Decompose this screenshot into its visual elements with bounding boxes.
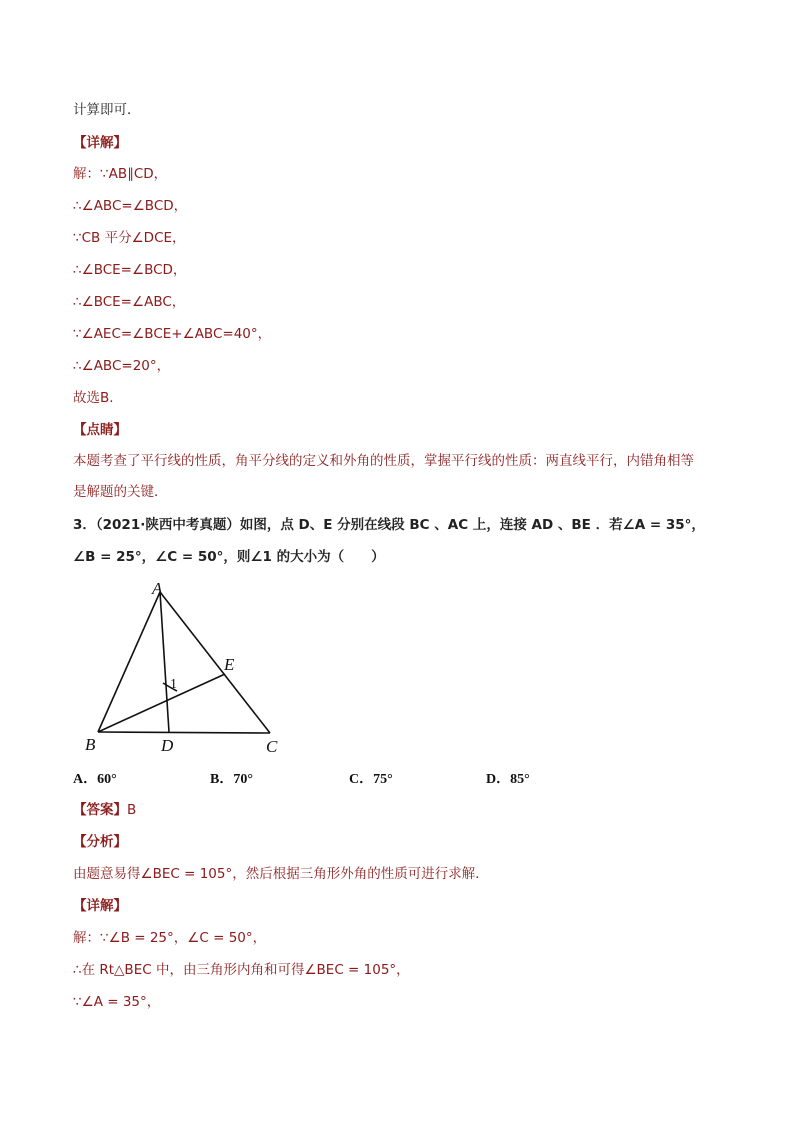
segment-be bbox=[98, 674, 225, 732]
solution-step: 解：∵AB∥CD， bbox=[73, 166, 168, 182]
answer-value: B bbox=[127, 802, 137, 818]
solution-step: 解：∵∠B = 25°，∠C = 50°， bbox=[73, 930, 267, 946]
solution-step: ∴∠BCE=∠ABC， bbox=[73, 294, 186, 310]
label-e: E bbox=[224, 655, 235, 674]
solution-step: ∴∠ABC=20°， bbox=[73, 358, 171, 374]
solution-step: ∴∠BCE=∠BCD， bbox=[73, 262, 187, 278]
analysis-text: 由题意易得∠BEC = 105°，然后根据三角形外角的性质可进行求解． bbox=[73, 866, 489, 882]
solution-step: ∴在 Rt△BEC 中，由三角形内角和可得∠BEC = 105°， bbox=[73, 962, 410, 978]
solution-step: ∵∠AEC=∠BCE+∠ABC=40°， bbox=[73, 326, 272, 342]
answer-heading: 【答案】 bbox=[73, 802, 127, 818]
label-b: B bbox=[85, 735, 96, 754]
option-b: B．70° bbox=[210, 772, 253, 787]
question-stem: 3．（2021·陕西中考真题）如图，点 D、E 分别在线段 BC 、AC 上，连接 AD 、BE ．若∠A = 35°， bbox=[73, 517, 705, 533]
section-heading-detail: 【详解】 bbox=[73, 898, 127, 914]
solution-step: ∵∠A = 35°， bbox=[73, 994, 161, 1010]
triangle-figure bbox=[80, 578, 300, 758]
label-a: A bbox=[152, 579, 163, 598]
comment-text: 是解题的关键． bbox=[73, 484, 168, 500]
option-d: D．85° bbox=[486, 772, 530, 787]
section-heading-analysis: 【分析】 bbox=[73, 834, 127, 850]
label-c: C bbox=[266, 737, 278, 756]
option-a: A．60° bbox=[73, 772, 117, 787]
solution-step: ∴∠ABC=∠BCD， bbox=[73, 198, 188, 214]
text-line: 计算即可． bbox=[73, 102, 141, 118]
option-c: C．75° bbox=[349, 772, 393, 787]
answer-row bbox=[73, 800, 136, 820]
comment-text: 本题考查了平行线的性质，角平分线的定义和外角的性质，掌握平行线的性质：两直线平行，内错角相等 bbox=[73, 453, 694, 469]
segment-bc bbox=[98, 732, 270, 733]
question-stem: ∠B = 25°，∠C = 50°，则∠1 的大小为（ ） bbox=[73, 549, 385, 565]
segment-ac bbox=[160, 592, 270, 733]
label-d: D bbox=[161, 736, 174, 755]
solution-conclusion: 故选B． bbox=[73, 390, 123, 406]
label-angle-1: 1 bbox=[170, 677, 177, 692]
section-heading-detail: 【详解】 bbox=[73, 135, 127, 151]
section-heading-comment: 【点睛】 bbox=[73, 422, 127, 438]
solution-step: ∵CB 平分∠DCE， bbox=[73, 230, 186, 246]
segment-ab bbox=[98, 592, 160, 732]
segment-ad bbox=[160, 592, 169, 732]
